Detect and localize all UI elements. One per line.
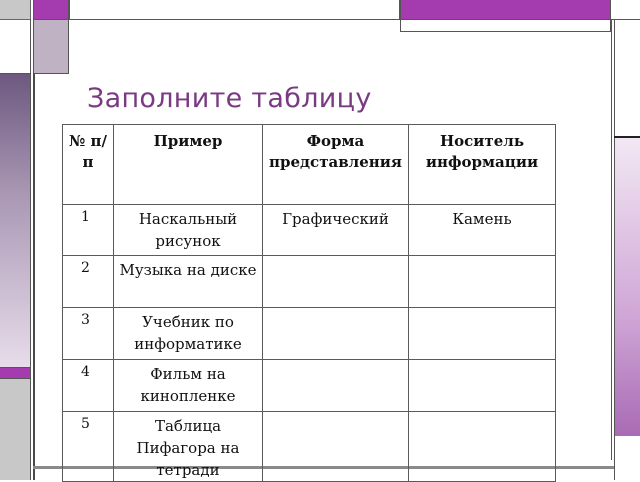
header-form: Форма представления [263, 125, 409, 205]
left-mauve-block [33, 20, 69, 74]
row-number: 3 [63, 308, 114, 360]
top-purple-bar [33, 0, 69, 20]
row-number: 1 [63, 205, 114, 256]
header-number: № п/п [63, 125, 114, 205]
row-carrier[interactable] [409, 412, 556, 482]
bottom-right-block [614, 436, 640, 480]
row-carrier[interactable] [409, 308, 556, 360]
right-white-block [614, 20, 640, 138]
right-vertical-divider [611, 20, 612, 460]
top-right-purple-bar [400, 0, 611, 20]
row-example: Наскальный рисунок [114, 205, 263, 256]
row-number: 5 [63, 412, 114, 482]
table-row [63, 360, 556, 412]
row-number: 4 [63, 360, 114, 412]
header-example: Пример [114, 125, 263, 205]
row-form[interactable] [263, 308, 409, 360]
table-header-row [63, 125, 556, 205]
top-mid-thin-box [400, 20, 611, 32]
row-form: Графический [263, 205, 409, 256]
table-row [63, 412, 556, 482]
row-form[interactable] [263, 256, 409, 308]
table-row [63, 205, 556, 256]
row-carrier[interactable] [409, 360, 556, 412]
top-right-white-block [611, 0, 640, 20]
row-example: Учебник по информатике [114, 308, 263, 360]
row-carrier: Камень [409, 205, 556, 256]
left-bottom-gray-block [0, 379, 31, 480]
row-example: Фильм на кинопленке [114, 360, 263, 412]
row-form[interactable] [263, 412, 409, 482]
slide-title: Заполните таблицу [87, 83, 372, 114]
row-number: 2 [63, 256, 114, 308]
left-white-block [0, 20, 31, 74]
row-carrier[interactable] [409, 256, 556, 308]
left-purple-accent [0, 367, 31, 379]
top-left-gray-block [0, 0, 31, 20]
header-carrier: Носитель информации [409, 125, 556, 205]
info-table [62, 124, 556, 482]
table-row [63, 308, 556, 360]
left-purple-gradient-bar [0, 74, 31, 367]
top-white-bar [69, 0, 400, 20]
left-vertical-divider [33, 74, 35, 480]
row-form[interactable] [263, 360, 409, 412]
row-example: Музыка на диске [114, 256, 263, 308]
table-row [63, 256, 556, 308]
row-example: Таблица Пифагора на тетради [114, 412, 263, 482]
right-purple-gradient-bar [614, 138, 640, 436]
